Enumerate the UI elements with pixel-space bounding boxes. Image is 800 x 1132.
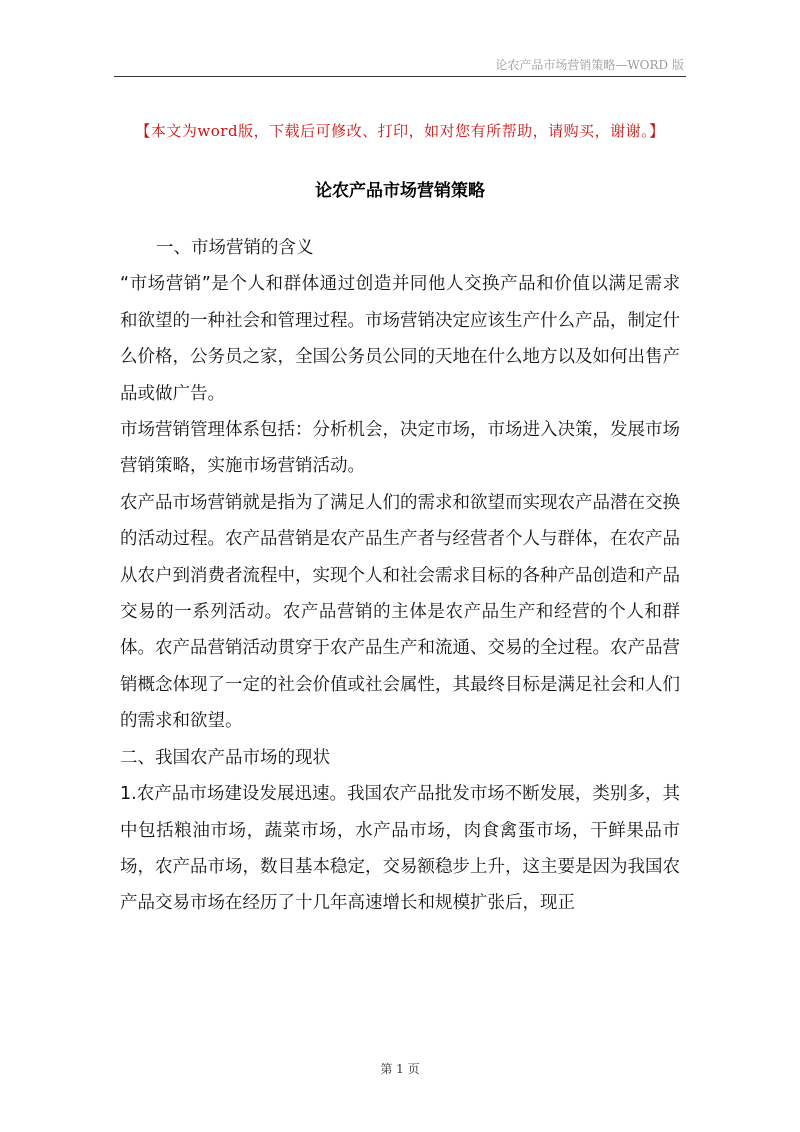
document-title: 论农产品市场营销策略 xyxy=(315,181,485,201)
header-divider xyxy=(114,76,686,77)
running-header: 论农产品市场营销策略—WORD 版 xyxy=(495,58,684,72)
section-heading: 一、市场营销的含义 xyxy=(156,238,314,258)
body-paragraph: “市场营销”是个人和群体通过创造并同他人交换产品和价值以满足需求和欲望的一种社会和管理过程。市场营销决定应该生产什么产品，制定什么价格，公务员之家，全国公务员公同的天地在什么地方以及如何出售产品或做广告。 xyxy=(120,274,680,404)
page-number: 第 1 页 xyxy=(380,1062,420,1076)
body-paragraph: 1.农产品市场建设发展迅速。我国农产品批发市场不断发展，类别多，其中包括粮油市场，蔬菜市场，水产品市场，肉食禽蛋市场，干鲜果品市场，农产品市场，数目基本稳定，交易额稳步上升，这主要是因为我国农产品交易市场在经历了十几年高速增长和规模扩张后，现正 xyxy=(120,784,680,914)
body-paragraph: 农产品市场营销就是指为了满足人们的需求和欲望而实现农产品潜在交换的活动过程。农产品营销是农产品生产者与经营者个人与群体，在农产品从农户到消费者流程中，实现个人和社会需求目标的各种产品创造和产品交易的一系列活动。农产品营销的主体是农产品生产和经营的个人和群体。农产品营销活动贯穿于农产品生产和流通、交易的全过程。农产品营销概念体现了一定的社会价值或社会属性，其最终目标是满足社会和人们的需求和欲望。 xyxy=(120,492,680,732)
section-heading: 二、我国农产品市场的现状 xyxy=(120,747,330,768)
document-body xyxy=(120,230,680,922)
download-notice: 【本文为word版，下载后可修改、打印，如对您有所帮助，请购买，谢谢。】 xyxy=(135,122,665,140)
body-paragraph: 市场营销管理体系包括：分析机会，决定市场，市场进入决策，发展市场营销策略，实施市场营销活动。 xyxy=(120,420,680,477)
